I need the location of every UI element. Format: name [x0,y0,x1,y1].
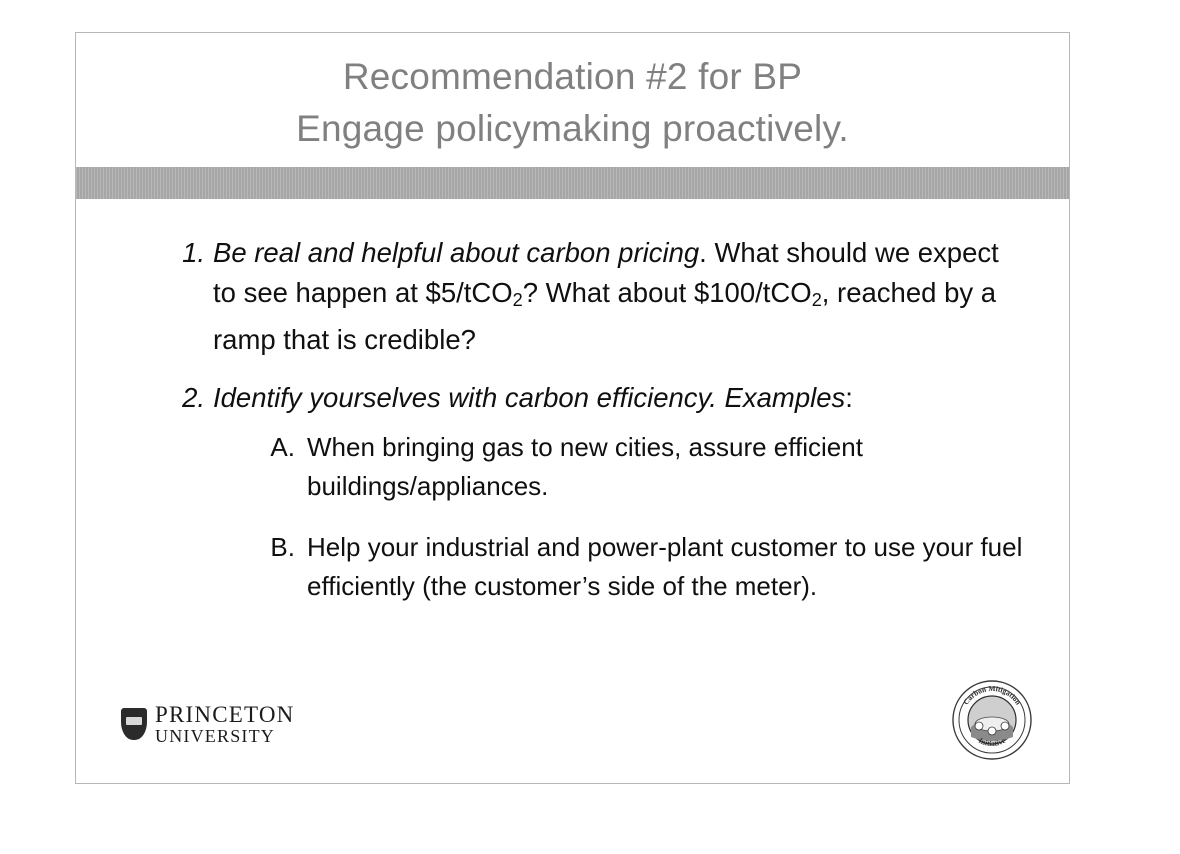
list-item-text [213,382,853,413]
princeton-line-2: UNIVERSITY [155,725,275,746]
cmi-bottom-text: Initiative [977,735,1007,749]
list-item-rest-c: , reached by a ramp that is credible? [213,277,997,355]
sublist-item-text: Help your industrial and power-plant customer to use your fuel efficiently (the customer’s side of the meter). [307,531,1023,601]
slide-body [76,199,1069,606]
carbon-mitigation-initiative-seal [951,679,1033,761]
princeton-university-logo [121,703,294,745]
cmi-top-text: Carbon Mitigation [961,683,1023,707]
list-item [171,378,1029,606]
sublist-wrapper [213,428,1029,606]
list-item-rest-a: : [845,381,853,413]
slide [75,32,1070,784]
list-item-emphasis: Be real and helpful about carbon pricing [213,237,700,268]
recommendation-list [171,233,1029,606]
shield-icon [121,708,147,740]
sublist-item-text: When bringing gas to new cities, assure efficient buildings/appliances. [307,431,863,501]
examples-list [261,428,1029,606]
subscript-b: 2 [811,289,822,310]
princeton-wordmark [155,703,294,745]
list-item-rest-b: ? What about $100/tCO [522,277,812,308]
title-divider-bar [76,167,1069,199]
title-line-2: Engage policymaking proactively. [296,108,849,149]
title-line-1: Recommendation #2 for BP [342,56,803,97]
list-item-emphasis: Identify yourselves with carbon efficiency. Examples [213,381,846,413]
princeton-line-1: PRINCETON [155,702,295,728]
list-item-rest-a: . What should we expect to see happen at $5/tCO [213,237,999,308]
sublist-marker: A. [270,431,295,462]
subscript-a: 2 [512,289,523,310]
list-marker: 1. [182,237,205,268]
slide-title [76,33,1069,155]
sublist-marker: B. [270,531,295,562]
list-item [261,528,1029,606]
list-item [171,233,1029,360]
list-item [261,428,1029,506]
list-marker: 2. [182,381,205,413]
list-item-text [213,237,999,355]
